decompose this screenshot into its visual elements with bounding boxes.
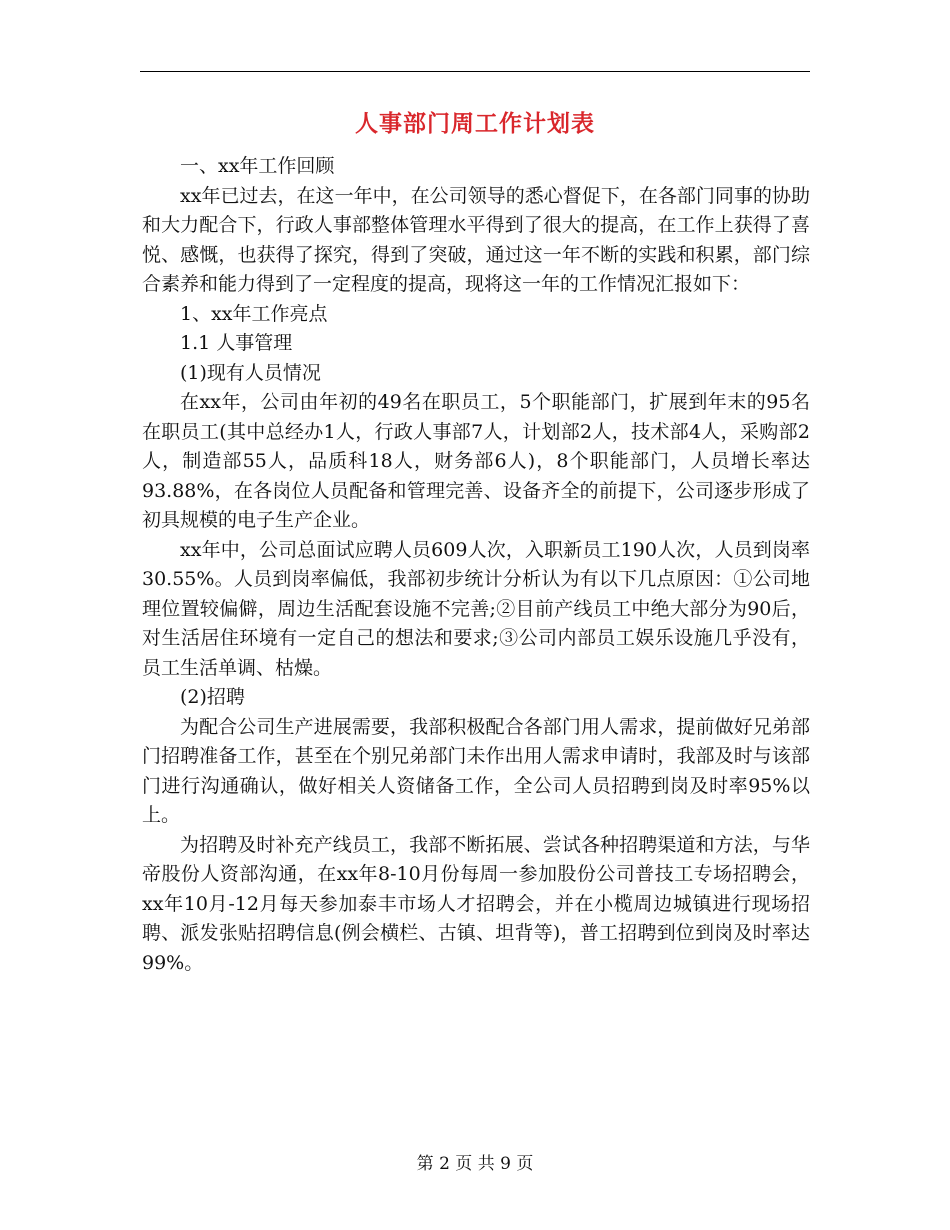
paragraph: xx年中，公司总面试应聘人员609人次，入职新员工190人次，人员到岗率30.55%。人员到岗率偏低，我部初步统计分析认为有以下几点原因：①公司地理位置较偏僻，周边生活配套设施不完善;②目前产线员工中绝大部分为90后，对生活居住环境有一定自己的想法和要求;③公司内部员工娱乐设施几乎没有，员工生活单调、枯燥。 (142, 538, 810, 679)
section-heading: 一、xx年工作回顾 (180, 155, 335, 177)
paragraph: 为配合公司生产进展需要，我部积极配合各部门用人需求，提前做好兄弟部门招聘准备工作，甚至在个别兄弟部门未作出用人需求申请时，我部及时与该部门进行沟通确认，做好相关人资储备工作，全公司人员招聘到岗及时率95%以上。 (142, 715, 810, 826)
document-body (142, 152, 810, 978)
paragraph: 在xx年，公司由年初的49名在职员工，5个职能部门，扩展到年末的95名在职员工(其中总经办1人，行政人事部7人，计划部2人，技术部4人，采购部2人，制造部55人，品质科18人，财务部6人)，8个职能部门，人员增长率达93.88%，在各岗位人员配备和管理完善、设备齐全的前提下，公司逐步形成了初具规模的电子生产企业。 (142, 391, 810, 531)
header-rule (140, 71, 810, 72)
subsection-heading: 1、xx年工作亮点 (180, 302, 328, 325)
subsection-heading: 1.1 人事管理 (180, 332, 293, 354)
item-heading: (1)现有人员情况 (180, 361, 321, 384)
page-footer: 第 2 页 共 9 页 (416, 1154, 534, 1174)
paragraph: 为招聘及时补充产线员工，我部不断拓展、尝试各种招聘渠道和方法，与华帝股份人资部沟通，在xx年8-10月份每周一参加股份公司普技工专场招聘会，xx年10月-12月每天参加泰丰市场人才招聘会，并在小榄周边城镇进行现场招聘、派发张贴招聘信息(例会横栏、古镇、坦背等)，普工招聘到位到岗及时率达99%。 (142, 833, 810, 974)
item-heading: (2)招聘 (180, 686, 245, 708)
paragraph: xx年已过去，在这一年中，在公司领导的悉心督促下，在各部门同事的协助和大力配合下，行政人事部整体管理水平得到了很大的提高，在工作上获得了喜悦、感慨，也获得了探究，得到了突破，通过这一年不断的实践和积累，部门综合素养和能力得到了一定程度的提高，现将这一年的工作情况汇报如下： (142, 184, 810, 295)
document-title: 人事部门周工作计划表 (355, 110, 595, 137)
